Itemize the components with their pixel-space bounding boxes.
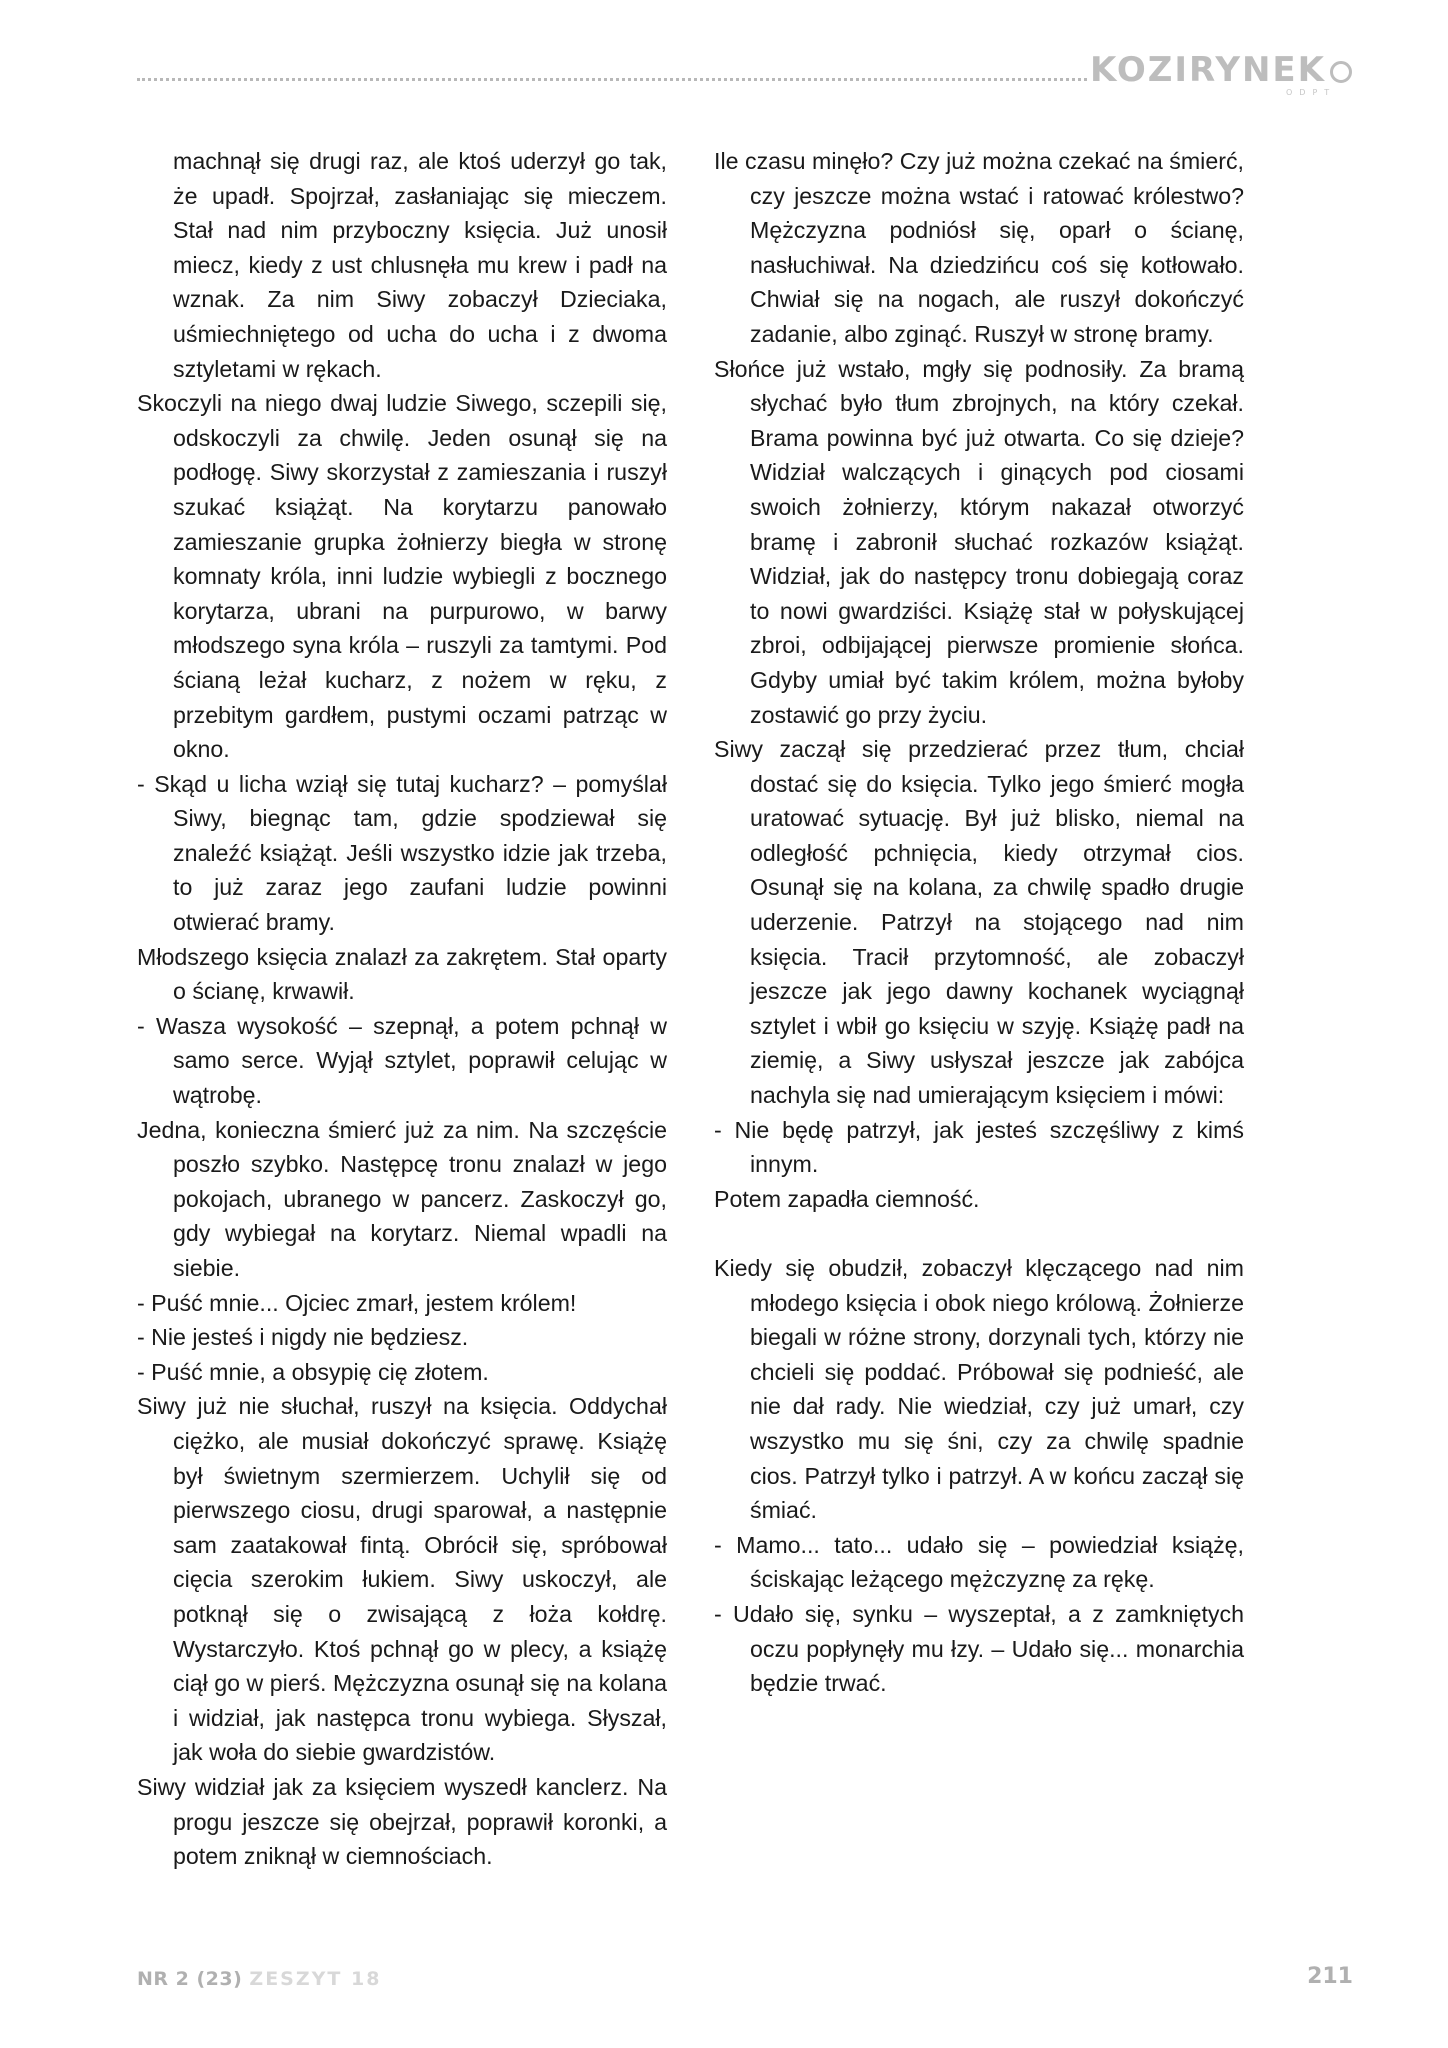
header-dotted-rule <box>137 78 1087 81</box>
paragraph: Ile czasu minęło? Czy już można czekać na śmierć, czy jeszcze można wstać i ratować królestwo? Mężczyzna podniósł się, oparł o ścianę, nasłuchiwał. Na dziedzińcu coś się kotłowało. Chwiał się na nogach, ale ruszył dokończyć zadanie, albo zginąć. Ruszył w stronę bramy. <box>714 148 1244 347</box>
magazine-logo-text: KOZIRYNEK <box>1090 50 1326 90</box>
paragraph: Siwy zaczął się przedzierać przez tłum, chciał dostać się do księcia. Tylko jego śmierć mogła uratować sytuację. Był już blisko, niemal na odległość pchnięcia, kiedy otrzymał cios. Osunął się na kolana, za chwilę spadło drugie uderzenie. Patrzył na stojącego nad nim księcia. Tracił przytomność, ale zobaczył jeszcze jak jego dawny kochanek wyciągnął sztylet i wbił go księciu w szyję. Książę padł na ziemię, a Siwy usłyszał jeszcze jak zabójca nachyla się nad umierającym księciem i mówi: <box>714 736 1244 1109</box>
paragraph: Siwy widział jak za księciem wyszedł kanclerz. Na progu jeszcze się obejrzał, poprawił koronki, a potem zniknął w ciemnościach. <box>137 1773 667 1870</box>
paragraph: Potem zapadła ciemność. <box>714 1185 980 1212</box>
page-number: 211 <box>1307 1964 1353 1989</box>
dialogue-line: - Udało się, synku – wyszeptał, a z zamkniętych oczu popłynęły mu łzy. – Udało się... monarchia będzie trwać. <box>714 1600 1244 1697</box>
issue-number: NR 2 (23) <box>137 1968 243 1990</box>
dialogue-line: - Skąd u licha wziął się tutaj kucharz? – pomyślał Siwy, biegnąc tam, gdzie spodziewał się znaleźć książąt. Jeśli wszystko idzie jak trzeba, to już zaraz jego zaufani ludzie powinni otwierać bramy. <box>137 770 667 936</box>
dialogue-line: - Mamo... tato... udało się – powiedział książę, ściskając leżącego mężczyznę za rękę. <box>714 1531 1244 1593</box>
magazine-logo-subtitle: ODPT <box>1286 88 1337 97</box>
dialogue-line: - Nie jesteś i nigdy nie będziesz. <box>137 1324 469 1351</box>
left-text-column <box>137 144 667 1874</box>
volume-label: ZESZYT 18 <box>249 1968 382 1990</box>
dialogue-line: - Nie będę patrzył, jak jesteś szczęśliwy z kimś innym. <box>714 1116 1244 1178</box>
issue-label <box>137 1968 381 1990</box>
logo-circle-icon <box>1330 61 1352 83</box>
dialogue-line: - Wasza wysokość – szepnął, a potem pchnął w samo serce. Wyjął sztylet, poprawił celując w wątrobę. <box>137 1012 667 1109</box>
paragraph: machnął się drugi raz, ale ktoś uderzył go tak, że upadł. Spojrzał, zasłaniając się mieczem. Stał nad nim przyboczny księcia. Już unosił miecz, kiedy z ust chlusnęła mu krew i padł na wznak. Za nim Siwy zobaczył Dzieciaka, uśmiechniętego od ucha do ucha i z dwoma sztyletami w rękach. <box>173 148 667 382</box>
dialogue-line: - Puść mnie... Ojciec zmarł, jestem królem! <box>137 1289 577 1316</box>
right-text-column <box>714 144 1244 1701</box>
paragraph: Skoczyli na niego dwaj ludzie Siwego, sczepili się, odskoczyli za chwilę. Jeden osunął się na podłogę. Siwy skorzystał z zamieszania i ruszył szukać książąt. Na korytarzu panowało zamieszanie grupka żołnierzy biegła w stronę komnaty króla, inni ludzie wybiegli z bocznego korytarza, ubrani na purpurowo, w barwy młodszego syna króla – ruszyli za tamtymi. Pod ścianą leżał kucharz, z nożem w ręku, z przebitym gardłem, pustymi oczami patrząc w okno. <box>137 390 667 763</box>
paragraph: Jedna, konieczna śmierć już za nim. Na szczęście poszło szybko. Następcę tronu znalazł w jego pokojach, ubranego w pancerz. Zaskoczył go, gdy wybiegał na korytarz. Niemal wpadli na siebie. <box>137 1116 667 1281</box>
paragraph: Kiedy się obudził, zobaczył klęczącego nad nim młodego księcia i obok niego królową. Żołnierze biegali w różne strony, dorzynali tych, którzy nie chcieli się poddać. Próbował się podnieść, ale nie dał rady. Nie wiedział, czy już umarł, czy wszystko mu się śni, czy za chwilę spadnie cios. Patrzył tylko i patrzył. A w końcu zaczął się śmiać. <box>714 1255 1244 1524</box>
paragraph: Słońce już wstało, mgły się podnosiły. Za bramą słychać było tłum zbrojnych, na który czekał. Brama powinna być już otwarta. Co się dzieje? Widział walczących i ginących pod ciosami swoich żołnierzy, którym nakazał otworzyć bramę i zabronił słuchać rozkazów książąt. Widział, jak do następcy tronu dobiegają coraz to nowi gwardziści. Książę stał w połyskującej zbroi, odbijającej pierwsze promienie słońca. Gdyby umiał być takim królem, można byłoby zostawić go przy życiu. <box>714 355 1244 728</box>
dialogue-line: - Puść mnie, a obsypię cię złotem. <box>137 1358 489 1385</box>
paragraph: Młodszego księcia znalazł za zakrętem. Stał oparty o ścianę, krwawił. <box>137 943 667 1005</box>
magazine-logo <box>1090 50 1352 90</box>
paragraph: Siwy już nie słuchał, ruszył na księcia. Oddychał ciężko, ale musiał dokończyć sprawę. Książę był świetnym szermierzem. Uchylił się od pierwszego ciosu, drugi sparował, a następnie sam zaatakował fintą. Obrócił się, spróbował cięcia szerokim łukiem. Siwy uskoczył, ale potknął się o zwisającą z łoża kołdrę. Wystarczyło. Ktoś pchnął go w plecy, a książę ciął go w pierś. Mężczyzna osunął się na kolana i widział, jak następca tronu wybiega. Słyszał, jak woła do siebie gwardzistów. <box>137 1393 667 1766</box>
